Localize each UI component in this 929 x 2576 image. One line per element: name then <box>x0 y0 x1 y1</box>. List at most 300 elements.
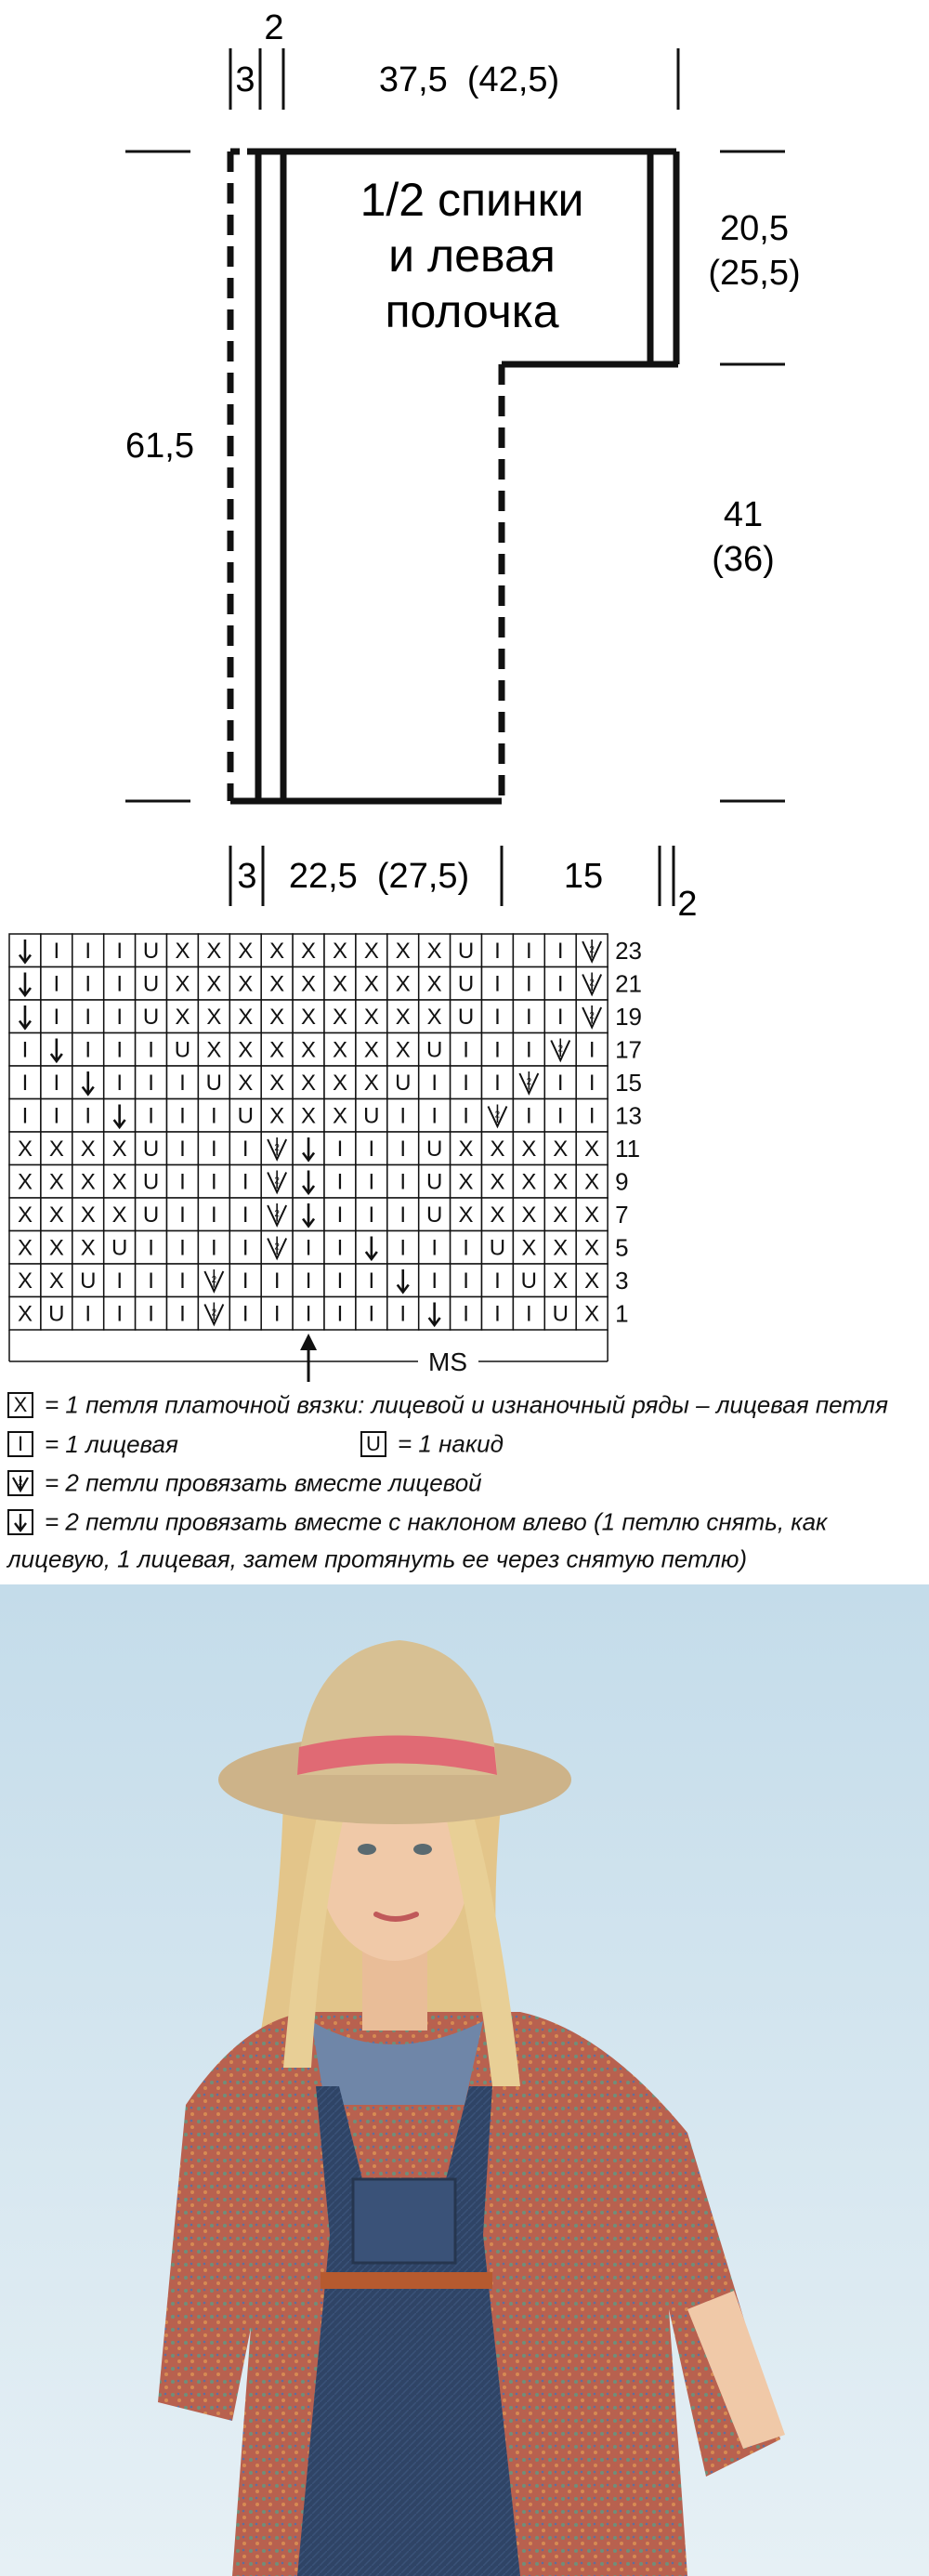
svg-text:I: I <box>494 938 501 964</box>
chart-cell <box>513 1198 544 1231</box>
chart-cell <box>9 1198 41 1231</box>
chart-cell <box>167 967 199 1001</box>
model-photo <box>0 1584 929 2576</box>
svg-text:I: I <box>85 1037 92 1063</box>
chart-cell <box>387 1132 419 1165</box>
chart-cell <box>72 1231 104 1265</box>
chart-cell <box>293 1264 324 1297</box>
chart-cell <box>261 1066 293 1099</box>
chart-cell <box>576 1297 608 1331</box>
chart-cell <box>261 1000 293 1033</box>
svg-text:I: I <box>53 971 60 997</box>
k2tog-symbol-icon <box>7 1470 33 1496</box>
svg-text:X: X <box>521 1235 537 1261</box>
chart-cell <box>167 1165 199 1199</box>
legend-row-garter <box>7 1389 888 1420</box>
svg-text:I: I <box>526 1004 532 1030</box>
svg-text:I: I <box>211 1202 217 1228</box>
svg-text:I: I <box>336 1301 344 1327</box>
chart-cell <box>576 1099 608 1133</box>
svg-text:2: 2 <box>274 1176 280 1187</box>
chart-cell <box>356 967 387 1001</box>
garment-schematic <box>0 0 929 924</box>
chart-cell <box>451 967 482 1001</box>
svg-text:X: X <box>301 938 317 964</box>
svg-text:I: I <box>273 1268 281 1294</box>
belt <box>321 2272 492 2289</box>
chart-cell <box>544 1297 576 1331</box>
chart-cell <box>451 1231 482 1265</box>
chart-cell <box>419 1000 451 1033</box>
svg-text:I: I <box>85 1103 92 1129</box>
chart-cell <box>41 1132 72 1165</box>
chart-cell <box>576 1066 608 1099</box>
chart-cell <box>356 1000 387 1033</box>
svg-text:I: I <box>494 1268 501 1294</box>
svg-text:I: I <box>21 1037 29 1063</box>
chart-cell <box>136 934 167 967</box>
chart-cell <box>104 1264 136 1297</box>
chart-cell <box>451 1033 482 1067</box>
chart-cell <box>41 967 72 1001</box>
svg-text:X: X <box>269 938 285 964</box>
chart-cell <box>451 1198 482 1231</box>
row-number: 1 <box>615 1299 629 1328</box>
repeat-label: MS <box>428 1347 467 1376</box>
chart-cell <box>356 1264 387 1297</box>
svg-text:I: I <box>21 1070 29 1096</box>
chart-cell <box>356 1132 387 1165</box>
chart-cell <box>261 1198 293 1231</box>
svg-text:I: I <box>148 1037 154 1063</box>
chart-cell <box>513 1033 544 1067</box>
svg-text:U: U <box>237 1103 254 1129</box>
svg-text:X: X <box>175 1004 190 1030</box>
svg-text:X: X <box>332 1070 347 1096</box>
legend-row-k2tog <box>7 1467 482 1498</box>
svg-text:X: X <box>238 971 254 997</box>
chart-cell <box>356 1165 387 1199</box>
chart-cell <box>576 1198 608 1231</box>
svg-text:X: X <box>17 1169 33 1195</box>
svg-text:U: U <box>111 1235 128 1261</box>
svg-text:I: I <box>148 1301 154 1327</box>
svg-text:X: X <box>363 1037 379 1063</box>
chart-cell <box>451 1165 482 1199</box>
chart-cell <box>104 1000 136 1033</box>
chart-cell <box>41 1165 72 1199</box>
svg-text:X: X <box>17 1235 33 1261</box>
svg-text:U: U <box>425 1037 443 1063</box>
svg-text:I: I <box>211 1103 217 1129</box>
svg-text:I: I <box>336 1235 344 1261</box>
svg-text:X: X <box>426 938 442 964</box>
chart-cell <box>451 1132 482 1165</box>
chart-cell <box>513 1099 544 1133</box>
svg-text:I: I <box>116 1070 123 1096</box>
svg-text:I: I <box>588 1037 595 1063</box>
chart-cell <box>356 934 387 967</box>
dim-top-band: 3 <box>235 60 255 99</box>
svg-text:X: X <box>363 938 379 964</box>
svg-text:I: I <box>53 938 60 964</box>
svg-text:X: X <box>80 1169 96 1195</box>
svg-text:I: I <box>148 1268 154 1294</box>
chart-cell <box>513 1165 544 1199</box>
chart-cell <box>136 1231 167 1265</box>
svg-text:X: X <box>48 1202 64 1228</box>
svg-text:X: X <box>301 1004 317 1030</box>
legend-row-knit <box>7 1428 504 1459</box>
svg-text:I: I <box>588 1103 595 1129</box>
dim-right-shoulder-b: (25,5) <box>708 254 801 293</box>
svg-text:I: I <box>556 1070 564 1096</box>
chart-cell <box>229 1033 261 1067</box>
svg-text:I: I <box>305 1268 312 1294</box>
chart-cell <box>513 1297 544 1331</box>
svg-text:X: X <box>269 1070 285 1096</box>
garter-symbol-icon: X <box>7 1392 33 1418</box>
svg-text:I: I <box>116 1301 123 1327</box>
chart-cell <box>229 1099 261 1133</box>
chart-cell <box>482 1231 514 1265</box>
chart-cell <box>136 1000 167 1033</box>
chart-cell <box>324 934 356 967</box>
svg-text:X: X <box>17 1202 33 1228</box>
chart-cell <box>9 1165 41 1199</box>
chart-cell <box>356 1231 387 1265</box>
chart-cell <box>544 1198 576 1231</box>
svg-text:U: U <box>425 1136 443 1162</box>
chart-cell <box>72 1165 104 1199</box>
svg-text:I: I <box>179 1136 186 1162</box>
svg-text:X: X <box>206 1004 222 1030</box>
svg-text:I: I <box>368 1136 375 1162</box>
chart-cell <box>41 1231 72 1265</box>
svg-text:X: X <box>80 1235 96 1261</box>
svg-text:I: I <box>526 1103 532 1129</box>
chart-cell <box>136 1099 167 1133</box>
chart-cell <box>41 1000 72 1033</box>
svg-text:X: X <box>584 1136 600 1162</box>
svg-text:U: U <box>205 1070 223 1096</box>
chart-cell <box>229 967 261 1001</box>
chart-cell <box>229 1198 261 1231</box>
chart-cell <box>104 1132 136 1165</box>
chart-cell <box>9 934 41 967</box>
row-number: 3 <box>615 1266 629 1295</box>
svg-text:X: X <box>269 1037 285 1063</box>
dim-left-length: 61,5 <box>125 427 194 466</box>
svg-text:2: 2 <box>18 1479 23 1488</box>
chart-cell <box>9 967 41 1001</box>
chart-cell <box>544 1066 576 1099</box>
chart-cell <box>41 1198 72 1231</box>
chart-cell <box>261 1297 293 1331</box>
chart-cell <box>136 1066 167 1099</box>
chart-cell <box>72 1132 104 1165</box>
chart-cell <box>136 1297 167 1331</box>
chart-cell <box>136 967 167 1001</box>
svg-text:X: X <box>332 971 347 997</box>
svg-text:U: U <box>425 1202 443 1228</box>
svg-text:U: U <box>425 1169 443 1195</box>
row-number: 9 <box>615 1167 629 1196</box>
chart-cell <box>72 1198 104 1231</box>
chart-cell <box>41 1033 72 1067</box>
svg-text:I: I <box>431 1268 438 1294</box>
svg-text:X: X <box>521 1136 537 1162</box>
svg-text:X: X <box>553 1169 569 1195</box>
svg-text:X: X <box>175 938 190 964</box>
svg-text:X: X <box>238 1004 254 1030</box>
chart-cell <box>261 1132 293 1165</box>
svg-text:X: X <box>301 1037 317 1063</box>
svg-text:X: X <box>80 1136 96 1162</box>
svg-text:I: I <box>336 1202 344 1228</box>
chart-cell <box>513 1231 544 1265</box>
legend-k2tog-text: = 2 петли провязать вместе лицевой <box>45 1468 482 1497</box>
chart-cell <box>419 1231 451 1265</box>
dim-bottom-front: 15 <box>563 857 604 896</box>
chart-cell <box>324 1033 356 1067</box>
chart-cell <box>513 967 544 1001</box>
svg-text:X: X <box>363 1004 379 1030</box>
chart-cell <box>324 967 356 1001</box>
svg-text:I: I <box>526 938 532 964</box>
chart-cell <box>198 967 229 1001</box>
schematic-title-2: и левая <box>388 230 556 282</box>
svg-text:I: I <box>368 1268 375 1294</box>
svg-text:I: I <box>148 1070 154 1096</box>
chart-cell <box>72 934 104 967</box>
chart-cell <box>136 1198 167 1231</box>
chart-cell <box>104 1198 136 1231</box>
chart-cell <box>229 934 261 967</box>
svg-text:U: U <box>174 1037 191 1063</box>
chart-cell <box>293 934 324 967</box>
chart-cell <box>9 1231 41 1265</box>
chart-cell <box>41 1066 72 1099</box>
svg-text:X: X <box>584 1268 600 1294</box>
chart-cell <box>513 1264 544 1297</box>
chart-cell <box>104 934 136 967</box>
chart-cell <box>167 1000 199 1033</box>
svg-text:X: X <box>426 971 442 997</box>
chart-cell <box>387 1099 419 1133</box>
chart-cell <box>324 1132 356 1165</box>
chart-cell <box>576 1264 608 1297</box>
svg-text:X: X <box>17 1136 33 1162</box>
row-number: 23 <box>615 936 643 965</box>
chart-cell <box>451 1297 482 1331</box>
chart-cell <box>482 1297 514 1331</box>
svg-text:X: X <box>490 1202 505 1228</box>
chart-cell <box>544 1165 576 1199</box>
legend-skp-text: = 2 петли провязать вместе с наклоном влево (1 петлю снять, как <box>45 1507 828 1536</box>
chart-cell <box>387 1231 419 1265</box>
svg-text:X: X <box>269 971 285 997</box>
chart-cell <box>198 1033 229 1067</box>
svg-text:I: I <box>399 1235 407 1261</box>
chart-cell <box>167 934 199 967</box>
chart-cell <box>482 1165 514 1199</box>
svg-text:I: I <box>463 1037 469 1063</box>
chart-cell <box>9 1132 41 1165</box>
chart-cell <box>293 1231 324 1265</box>
chart-cell <box>482 1264 514 1297</box>
chart-cell <box>167 1231 199 1265</box>
chart-cell <box>104 1165 136 1199</box>
schematic-title-3: полочка <box>385 285 559 337</box>
svg-text:U: U <box>142 1004 160 1030</box>
svg-text:I: I <box>463 1235 469 1261</box>
chart-cell <box>451 1066 482 1099</box>
chart-cell <box>167 1132 199 1165</box>
chart-cell <box>544 1231 576 1265</box>
svg-text:X: X <box>48 1169 64 1195</box>
svg-text:X: X <box>395 1037 411 1063</box>
chart-cell <box>229 1132 261 1165</box>
dim-top-band-2: 2 <box>264 8 284 47</box>
svg-text:I: I <box>85 1004 92 1030</box>
chart-cell <box>229 1165 261 1199</box>
dim-bottom-band: 3 <box>237 857 257 896</box>
chart-cell <box>513 934 544 967</box>
svg-text:I: I <box>148 1103 154 1129</box>
chart-cell <box>136 1165 167 1199</box>
chart-cell <box>419 1099 451 1133</box>
svg-text:X: X <box>363 1070 379 1096</box>
chart-cell <box>356 1066 387 1099</box>
chart-cell <box>419 1198 451 1231</box>
chart-cell <box>576 1033 608 1067</box>
svg-text:X: X <box>584 1235 600 1261</box>
svg-text:2: 2 <box>211 1308 217 1319</box>
svg-text:X: X <box>553 1235 569 1261</box>
chart-cell <box>167 1297 199 1331</box>
row-number: 7 <box>615 1200 629 1229</box>
svg-text:I: I <box>336 1169 344 1195</box>
svg-text:I: I <box>211 1169 217 1195</box>
chart-cell <box>104 1066 136 1099</box>
svg-text:X: X <box>458 1169 474 1195</box>
chart-cell <box>387 1198 419 1231</box>
legend-yarn-over-text: = 1 накид <box>398 1429 504 1458</box>
svg-text:I: I <box>148 1235 154 1261</box>
row-number: 19 <box>615 1002 643 1031</box>
svg-text:U: U <box>489 1235 506 1261</box>
row-number: 21 <box>615 969 643 998</box>
chart-cell <box>229 1231 261 1265</box>
chart-cell <box>198 1000 229 1033</box>
svg-text:I: I <box>526 1301 532 1327</box>
svg-text:I: I <box>116 1268 123 1294</box>
chart-cell <box>261 1033 293 1067</box>
svg-text:I: I <box>273 1301 281 1327</box>
legend-knit-text: = 1 лицевая <box>45 1429 178 1458</box>
svg-text:I: I <box>463 1301 469 1327</box>
chart-cell <box>229 1264 261 1297</box>
svg-text:I: I <box>463 1070 469 1096</box>
svg-text:I: I <box>556 971 564 997</box>
chart-cell <box>136 1132 167 1165</box>
svg-text:U: U <box>363 1103 380 1129</box>
svg-text:I: I <box>368 1169 375 1195</box>
chart-cell <box>387 1033 419 1067</box>
svg-text:X: X <box>332 1103 347 1129</box>
svg-text:I: I <box>399 1202 407 1228</box>
legend-skp-text-2: лицевую, 1 лицевая, затем протянуть ее через снятую петлю) <box>7 1544 748 1573</box>
chart-cell <box>229 1000 261 1033</box>
chart-cell <box>387 1165 419 1199</box>
svg-text:X: X <box>553 1202 569 1228</box>
svg-text:X: X <box>175 971 190 997</box>
bib-pocket <box>353 2179 455 2263</box>
chart-cell <box>387 934 419 967</box>
svg-text:2: 2 <box>526 1077 532 1087</box>
svg-text:X: X <box>332 1037 347 1063</box>
chart-cell <box>513 1000 544 1033</box>
svg-text:2: 2 <box>557 1044 564 1055</box>
svg-text:X: X <box>521 1169 537 1195</box>
svg-text:U: U <box>142 938 160 964</box>
svg-text:X: X <box>17 1301 33 1327</box>
svg-text:X: X <box>206 1037 222 1063</box>
chart-cell <box>482 1033 514 1067</box>
chart-cell <box>136 1264 167 1297</box>
chart-cell <box>387 1000 419 1033</box>
chart-cell <box>198 1231 229 1265</box>
svg-text:U: U <box>395 1070 412 1096</box>
chart-cell <box>387 1066 419 1099</box>
svg-text:2: 2 <box>211 1275 217 1285</box>
legend-row-skp-cont <box>7 1544 747 1574</box>
svg-text:I: I <box>526 971 532 997</box>
chart-cell <box>198 1297 229 1331</box>
chart-cell <box>356 1297 387 1331</box>
svg-text:X: X <box>269 1103 285 1129</box>
svg-text:I: I <box>526 1037 532 1063</box>
svg-text:X: X <box>111 1169 127 1195</box>
chart-cell <box>293 1033 324 1067</box>
svg-text:2: 2 <box>274 1242 280 1253</box>
svg-text:X: X <box>238 938 254 964</box>
chart-cell <box>513 1066 544 1099</box>
svg-text:U: U <box>457 971 475 997</box>
chart-cell <box>324 1231 356 1265</box>
schematic-title-1: 1/2 спинки <box>360 174 584 226</box>
chart-cell <box>387 967 419 1001</box>
svg-text:2: 2 <box>589 945 595 955</box>
svg-text:I: I <box>336 1268 344 1294</box>
svg-text:I: I <box>399 1169 407 1195</box>
chart-cell <box>324 1264 356 1297</box>
chart-cell <box>167 1198 199 1231</box>
svg-text:I: I <box>85 971 92 997</box>
svg-text:I: I <box>211 1136 217 1162</box>
svg-text:X: X <box>48 1136 64 1162</box>
chart-cell <box>72 967 104 1001</box>
svg-text:I: I <box>242 1301 249 1327</box>
chart-cell <box>261 1264 293 1297</box>
svg-text:X: X <box>332 1004 347 1030</box>
chart-cell <box>544 967 576 1001</box>
chart-cell <box>482 1000 514 1033</box>
chart-cell <box>482 1066 514 1099</box>
svg-text:I: I <box>431 1070 438 1096</box>
svg-text:I: I <box>85 1301 92 1327</box>
